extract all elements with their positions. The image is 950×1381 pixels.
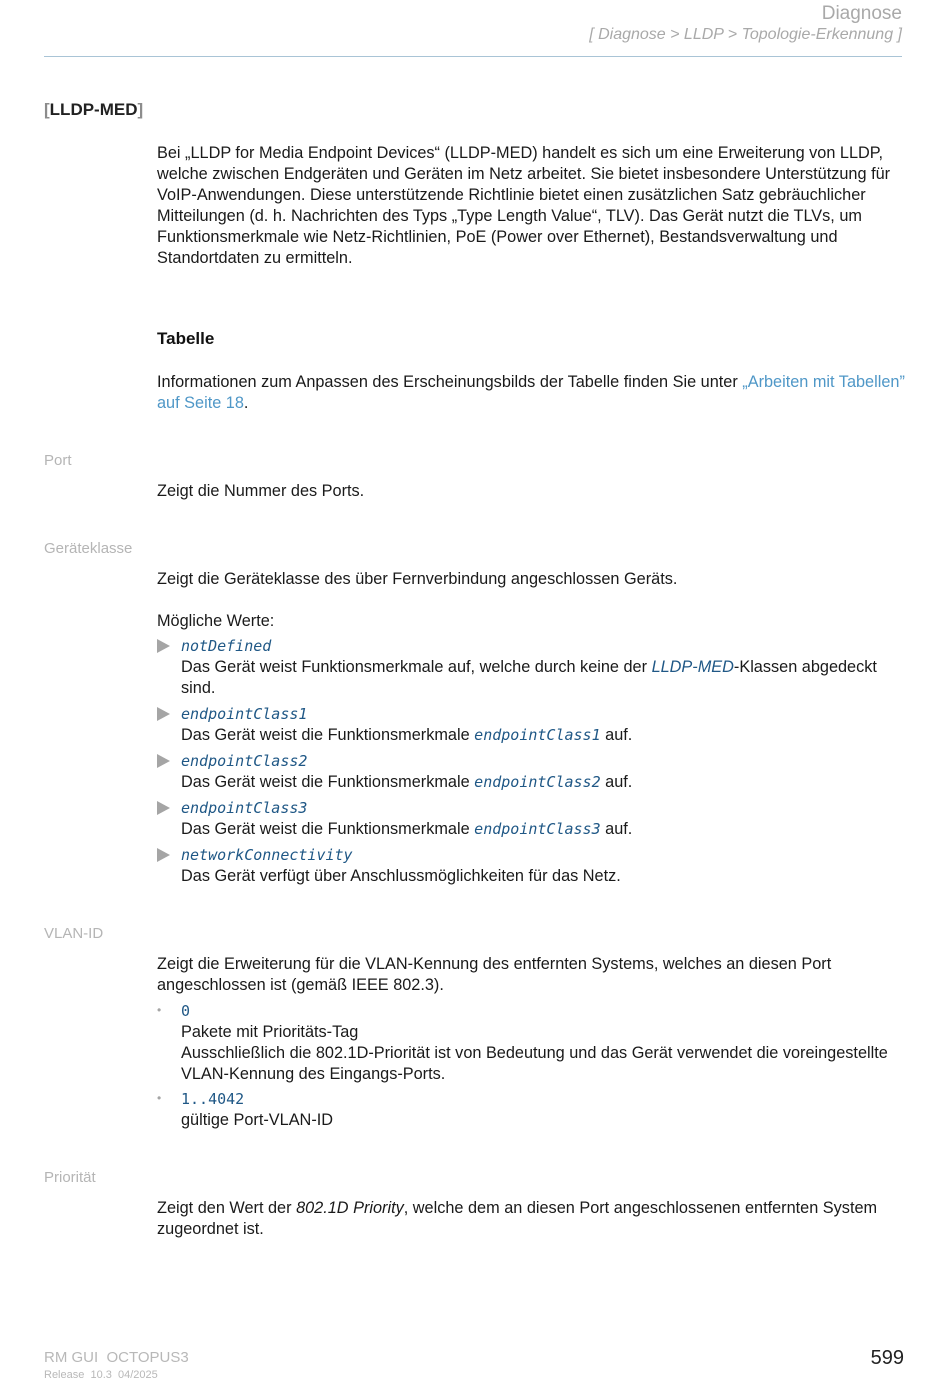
option-desc-text: Das Gerät weist Funktionsmerkmale auf, welche durch keine der [181,657,652,676]
list-item [181,704,906,746]
running-header-breadcrumb: [ Diagnose > LLDP > Topologie-Erkennung ] [589,26,902,43]
footer-release: Release 10.3 04/2025 [44,1369,158,1381]
device-class-description: Zeigt die Geräteklasse des über Fernverbindung angeschlossen Geräts. [157,570,678,588]
page-number: 599 [870,1347,904,1369]
option-value: 1..4042 [181,1090,245,1108]
triangle-bullet-icon [157,639,170,653]
bullet-icon: • [157,1003,162,1017]
option-desc-term: endpointClass1 [474,725,601,744]
port-label: Port [44,452,72,469]
option-description: Das Gerät verfügt über Anschlussmöglichkeiten für das Netz. [181,866,621,885]
option-desc-text: Das Gerät weist die Funktionsmerkmale [181,772,475,791]
option-value: endpointClass3 [181,799,308,817]
option-desc-text: Das Gerät weist die Funktionsmerkmale [181,819,475,838]
option-description [181,819,906,840]
bracket-close: ] [137,100,144,119]
vlan-id-label: VLAN-ID [44,925,104,942]
option-value: networkConnectivity [181,846,353,864]
list-item [181,636,906,699]
list-item [181,1001,906,1085]
option-desc-text: auf. [600,772,633,791]
list-item [181,1089,906,1131]
option-desc-text: -Klassen abgedeckt sind. [181,657,877,697]
option-desc-term: endpointClass2 [474,772,601,791]
priority-desc-term: 802.1D Priority [296,1199,404,1217]
table-heading: Tabelle [157,329,215,348]
section-heading [44,100,143,120]
footer-product: RM GUI OCTOPUS3 [44,1349,189,1366]
table-info [157,372,907,414]
triangle-bullet-icon [157,707,170,721]
option-desc-term: endpointClass3 [474,819,601,838]
option-value: notDefined [181,637,272,655]
option-value: endpointClass1 [181,705,308,723]
option-description-detail: Ausschließlich die 802.1D-Priorität ist von Bedeutung und das Gerät verwendet die voreingestellte VLAN-Kennung des Eingangs-Ports. [181,1043,888,1083]
option-desc-text: auf. [600,725,633,744]
device-class-label: Geräteklasse [44,540,133,557]
list-item [181,798,906,840]
running-header-title: Diagnose [821,3,902,24]
bracket-open: [ [44,100,50,119]
port-description: Zeigt die Nummer des Ports. [157,482,365,500]
option-description [181,657,906,699]
table-info-link[interactable]: „Arbeiten mit Tabellen” auf Seite 18 [157,373,905,412]
table-info-text: Informationen zum Anpassen des Erscheinungsbilds der Tabelle finden Sie unter [157,373,743,391]
option-desc-text: auf. [600,819,633,838]
section-intro: Bei „LLDP for Media Endpoint Devices“ (LLDP-MED) handelt es sich um eine Erweiterung von LLDP, welche zwischen Endgeräten und Geräten im Netz arbeitet. Sie bietet insbesondere Unterstützung für VoIP-Anwendungen. Diese unterstützende Richtlinie bietet einen zusätzlichen Satz gebräuchlicher Mitteilungen (d. h. Nachrichten des Typs „Type Length Value“, TLV). Das Gerät nutzt die TLVs, um Funktionsmerkmale wie Netz-Richtlinien, PoE (Power over Ethernet), Bestandsverwaltung und Standortdaten zu ermitteln. [157,144,891,267]
triangle-bullet-icon [157,801,170,815]
priority-desc-text: Zeigt den Wert der [157,1199,297,1217]
option-description: Pakete mit Prioritäts-Tag [181,1022,359,1041]
vlan-id-description: Zeigt die Erweiterung für die VLAN-Kennung des entfernten Systems, welches an diesen Port angeschlossen ist (gemäß IEEE 802.3). [157,955,832,994]
triangle-bullet-icon [157,754,170,768]
option-desc-term: LLDP-MED [651,657,734,676]
list-item [181,845,906,887]
option-description [181,772,906,793]
option-description: gültige Port-VLAN-ID [181,1110,334,1129]
priority-description [157,1198,907,1240]
device-class-values-intro: Mögliche Werte: [157,612,275,630]
table-info-end: . [243,393,249,412]
option-desc-text: Das Gerät weist die Funktionsmerkmale [181,725,475,744]
option-description [181,725,906,746]
option-value: endpointClass2 [181,752,308,770]
priority-label: Priorität [44,1169,96,1186]
triangle-bullet-icon [157,848,170,862]
list-item [181,751,906,793]
option-value: 0 [181,1002,191,1020]
priority-desc-text: , welche dem an diesen Port angeschlossenen entfernten System zugeordnet ist. [157,1199,878,1238]
header-divider [44,56,902,57]
bullet-icon: • [157,1091,162,1105]
section-heading-text: LLDP-MED [49,100,138,119]
